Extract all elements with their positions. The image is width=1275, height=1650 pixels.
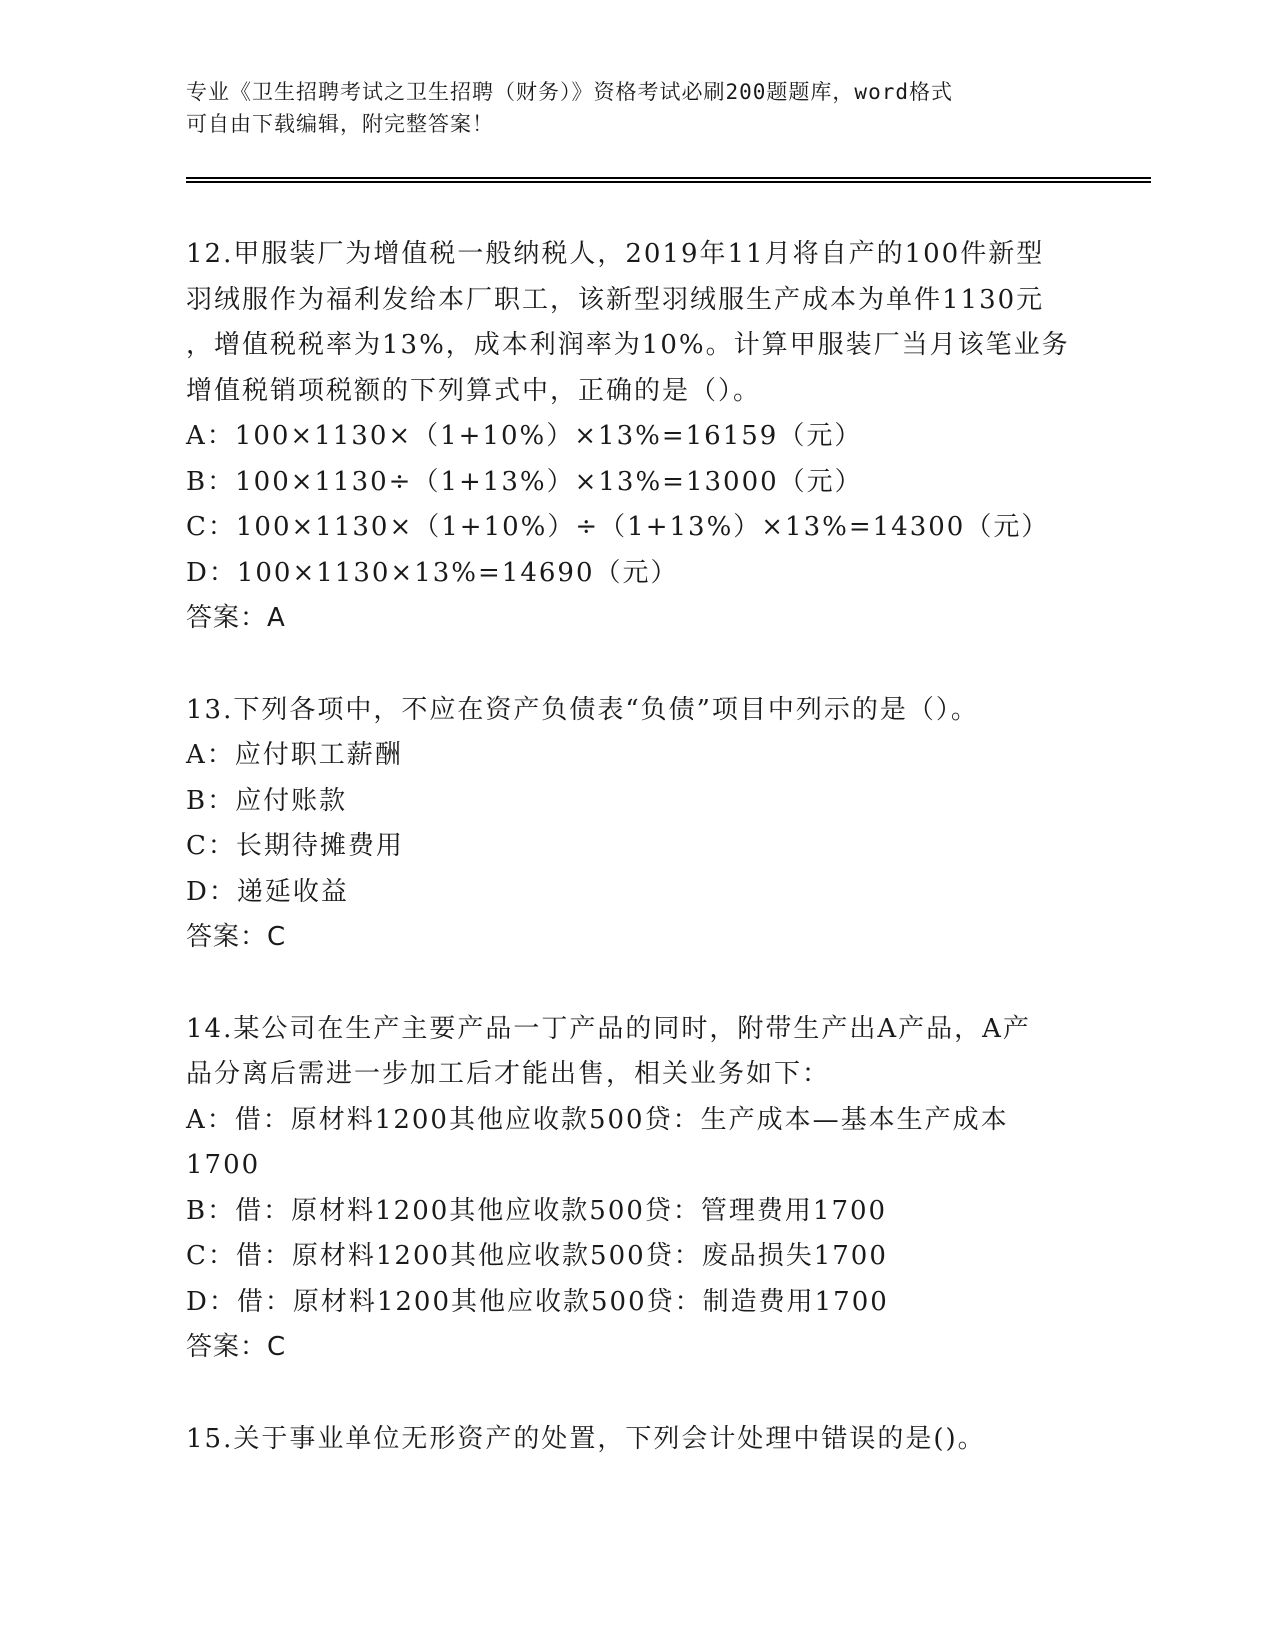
answer-line: 答案：A: [186, 603, 286, 633]
question-12: [186, 232, 1086, 642]
option-a: A：应付职工薪酬: [186, 740, 403, 770]
option-d: D：递延收益: [186, 876, 349, 907]
question-13: [186, 688, 1086, 961]
option-c: C：长期待摊费用: [186, 831, 404, 861]
option-c: C：100×1130×（1+10%）÷（1+13%）×13%=14300（元）: [186, 512, 1050, 542]
option-c: C：借：原材料1200其他应收款500贷：废品损失1700: [186, 1241, 888, 1271]
document-header: [186, 76, 1086, 140]
question-list: [186, 232, 1086, 1508]
answer-line: 答案：C: [186, 922, 287, 952]
option-a-continued: 1700: [186, 1150, 261, 1180]
option-b: B：借：原材料1200其他应收款500贷：管理费用1700: [186, 1195, 888, 1226]
question-stem-line: 13.下列各项中，不应在资产负债表“负债”项目中列示的是（）。: [186, 694, 979, 725]
option-a: A：借：原材料1200其他应收款500贷：生产成本—基本生产成本: [186, 1104, 1009, 1135]
answer-line: 答案：C: [186, 1332, 287, 1362]
header-line-1: 专业《卫生招聘考试之卫生招聘（财务）》资格考试必刷200题题库，word格式: [186, 80, 953, 104]
question-stem-line: 14.某公司在生产主要产品一丁产品的同时，附带生产出A产品，A产: [186, 1013, 1031, 1044]
header-line-2: 可自由下载编辑，附完整答案！: [186, 112, 494, 136]
question-stem-line: 品分离后需进一步加工后才能出售，相关业务如下：: [186, 1059, 831, 1089]
question-stem-line: ，增值税税率为13%，成本利润率为10%。计算甲服装厂当月该笔业务: [186, 330, 1070, 360]
question-stem-line: 15.关于事业单位无形资产的处置，下列会计处理中错误的是()。: [186, 1423, 986, 1454]
option-d: D：100×1130×13%=14690（元）: [186, 557, 679, 588]
question-15: [186, 1417, 1086, 1463]
option-a: A：100×1130×（1+10%）×13%=16159（元）: [186, 421, 863, 451]
header-divider: [186, 177, 1151, 183]
question-stem-line: 12.甲服装厂为增值税一般纳税人，2019年11月将自产的100件新型: [186, 239, 1045, 269]
option-b: B：100×1130÷（1+13%）×13%=13000（元）: [186, 466, 863, 497]
question-stem-line: 增值税销项税额的下列算式中，正确的是（）。: [186, 375, 762, 406]
question-stem-line: 羽绒服作为福利发给本厂职工，该新型羽绒服生产成本为单件1130元: [186, 284, 1045, 315]
option-d: D：借：原材料1200其他应收款500贷：制造费用1700: [186, 1286, 889, 1317]
question-14: [186, 1007, 1086, 1371]
option-b: B：应付账款: [186, 785, 348, 816]
